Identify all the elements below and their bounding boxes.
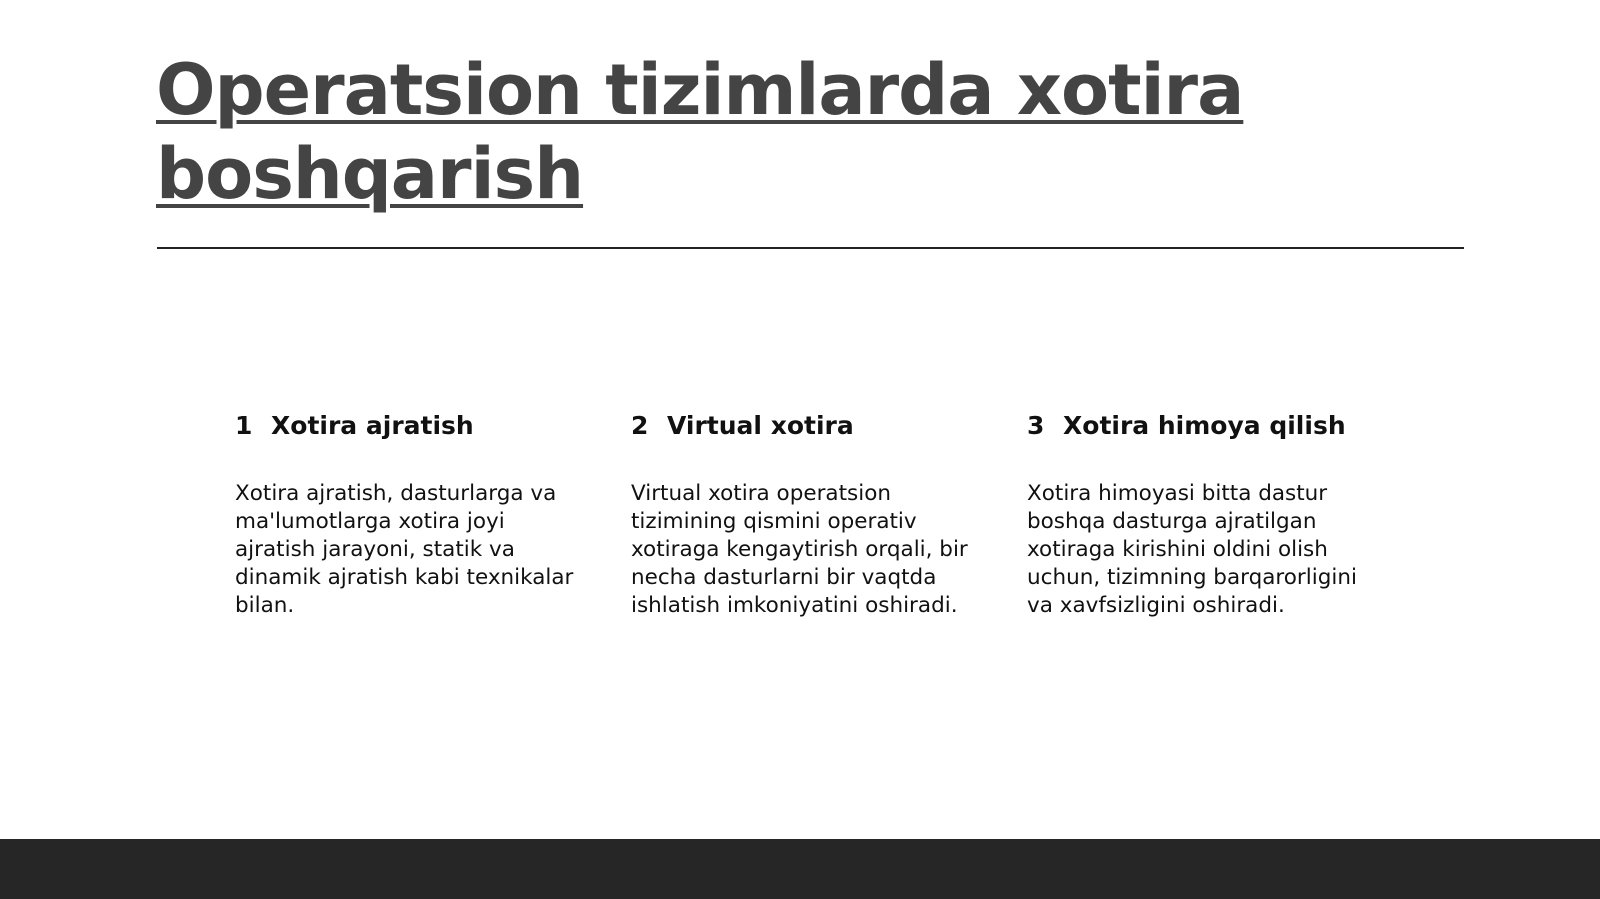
column-heading (235, 410, 575, 442)
content-columns (235, 410, 1435, 670)
column-memory-allocation (235, 410, 575, 620)
column-heading (1027, 410, 1367, 442)
item-number: 1 (235, 411, 253, 440)
column-virtual-memory (631, 410, 971, 620)
item-description: Xotira himoyasi bitta dastur boshqa dasturga ajratilgan xotiraga kirishini oldini olish uchun, tizimning barqarorligini va xavfsizligini oshiradi. (1027, 481, 1357, 618)
item-description: Xotira ajratish, dasturlarga va ma'lumotlarga xotira joyi ajratish jarayoni, statik va dinamik ajratish kabi texnikalar bilan. (235, 481, 574, 618)
item-number: 3 (1027, 411, 1045, 440)
footer-bar (0, 839, 1600, 899)
item-number: 2 (631, 411, 649, 440)
column-heading (631, 410, 971, 442)
item-heading: Xotira ajratish (271, 411, 474, 440)
title-divider (157, 247, 1464, 249)
item-heading: Virtual xotira (667, 411, 854, 440)
slide-title: Operatsion tizimlarda xotira boshqarish (156, 49, 1244, 215)
item-description: Virtual xotira operatsion tizimining qismini operativ xotiraga kengaytirish orqali, bir necha dasturlarni bir vaqtda ishlatish imkoniyatini oshiradi. (631, 481, 968, 618)
item-heading: Xotira himoya qilish (1063, 411, 1346, 440)
column-memory-protection (1027, 410, 1367, 620)
